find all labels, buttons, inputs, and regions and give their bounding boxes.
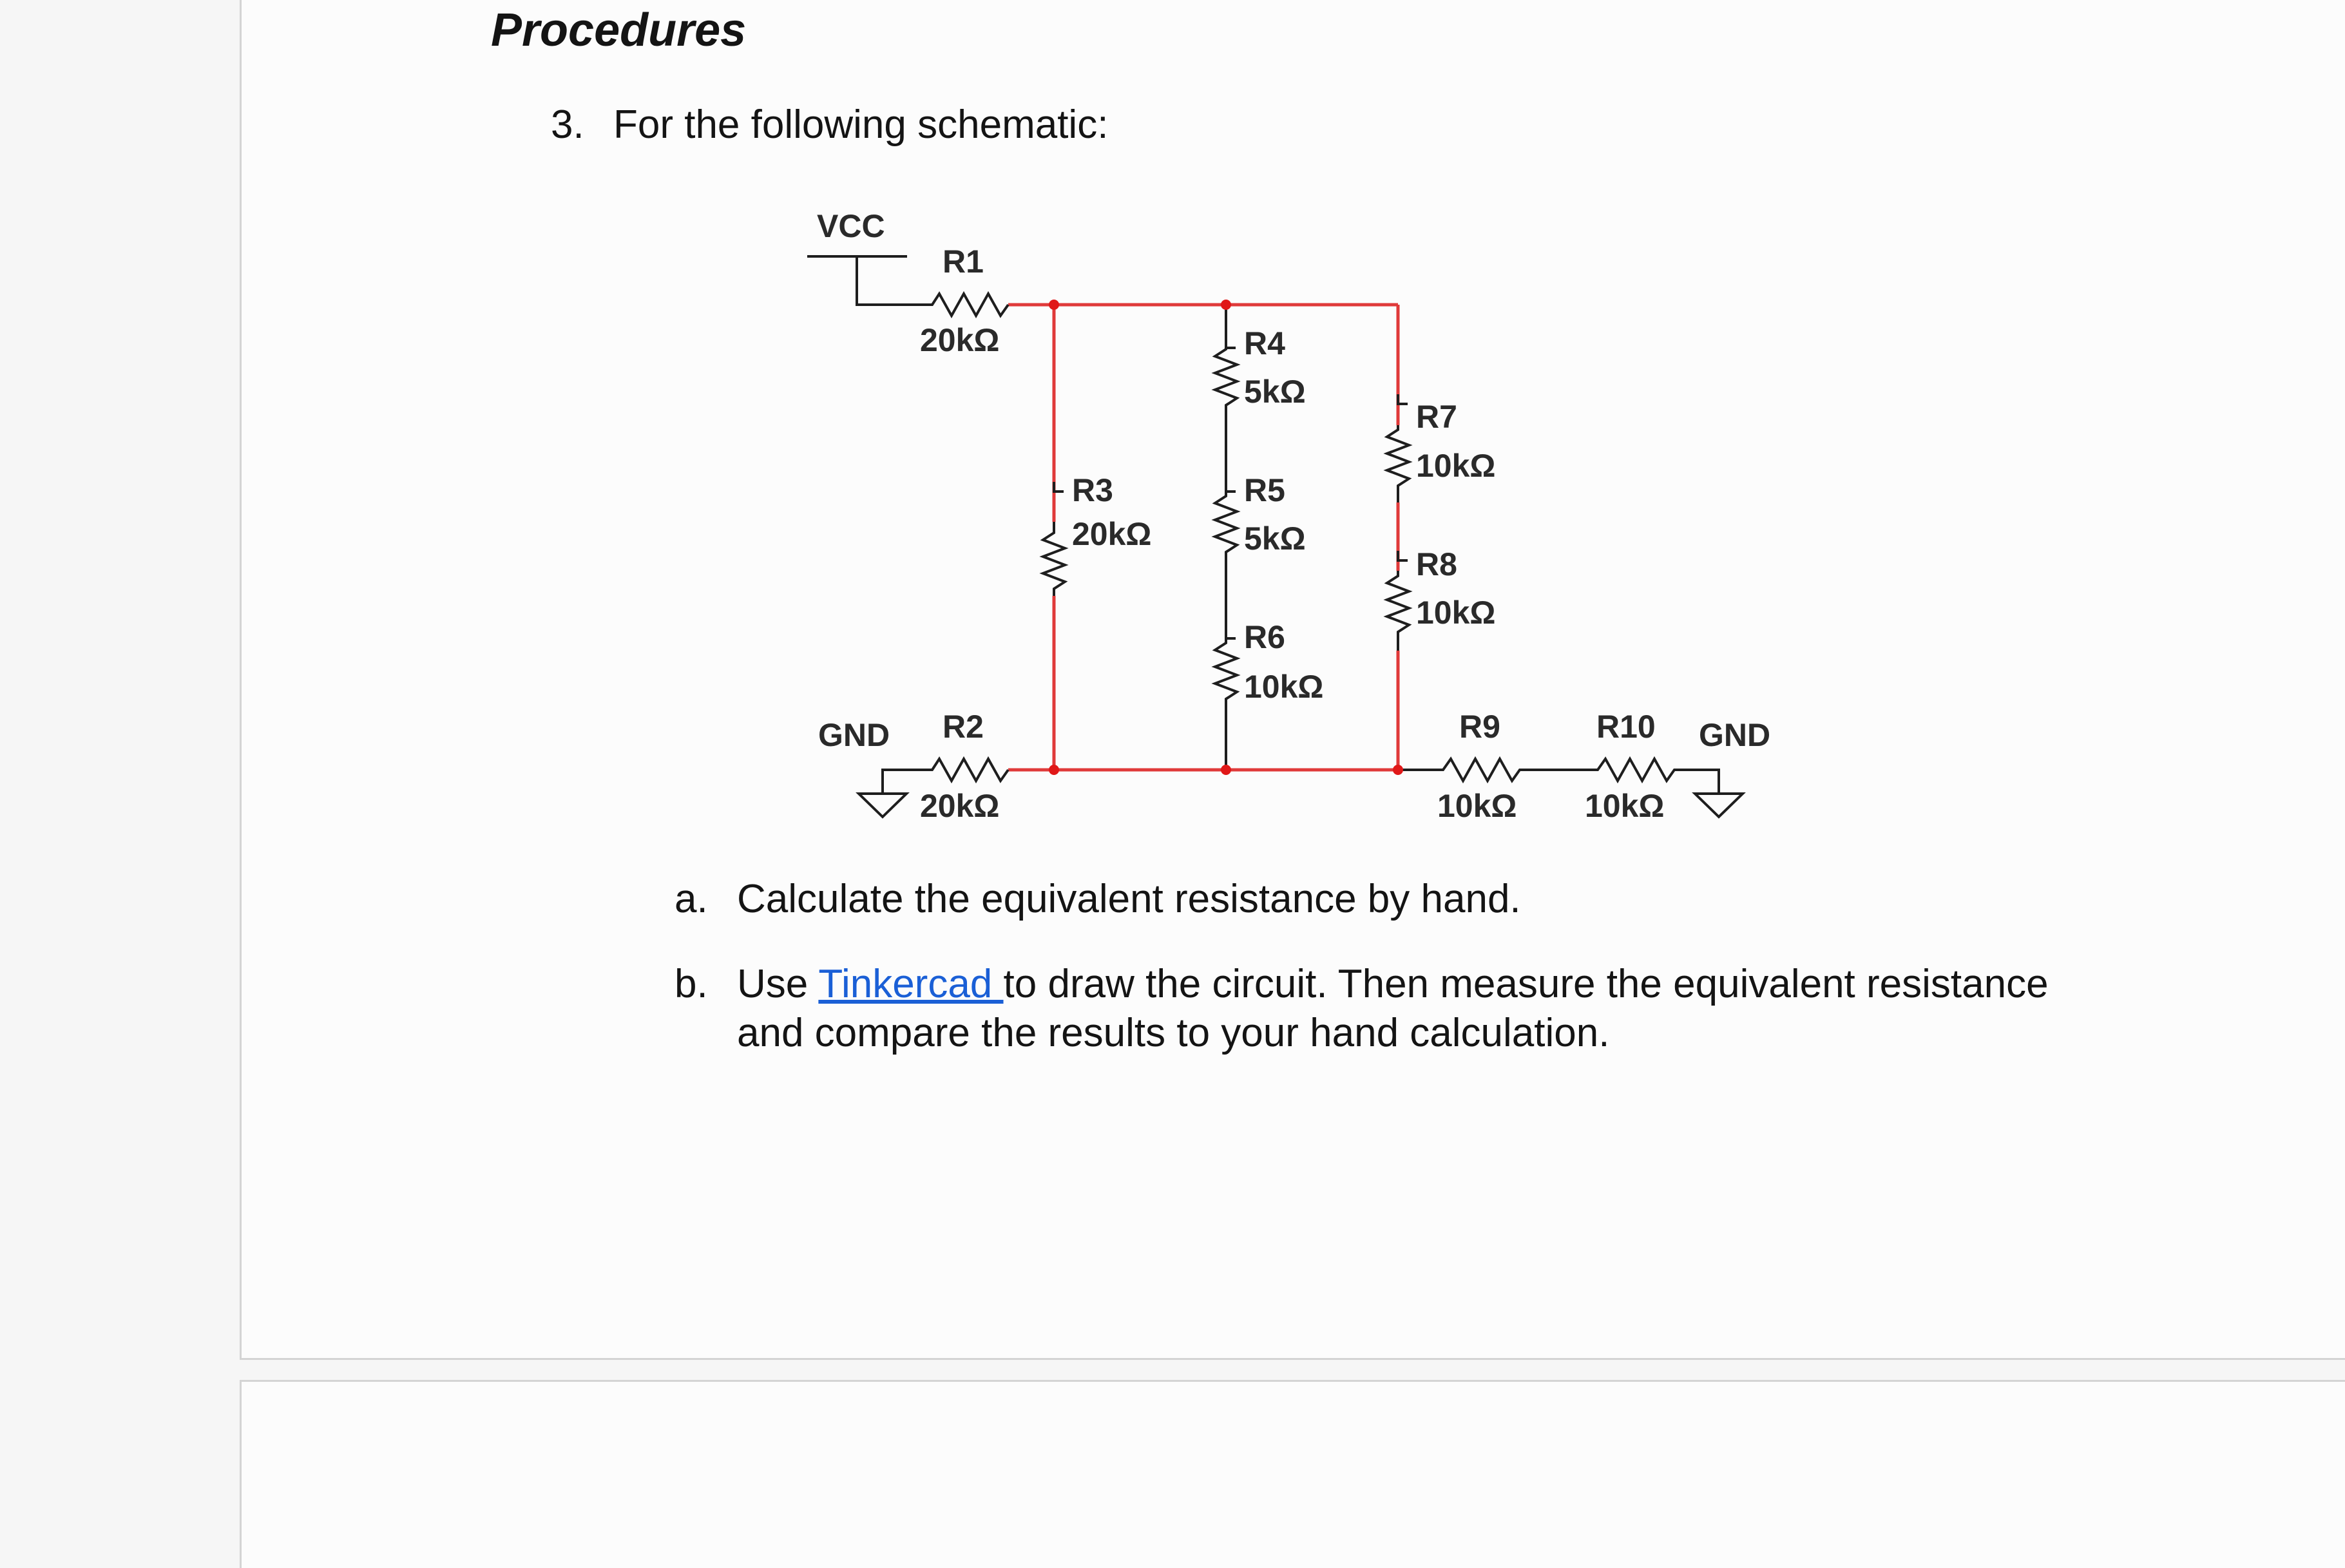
r3-value: 20kΩ [1072,516,1152,552]
node-bottom-right [1393,765,1403,775]
subitem-b-line1 [737,961,2049,1007]
red-wires [1008,305,1398,770]
r7-zigzag [1387,425,1409,502]
subitem-b-marker: b. [675,962,708,1006]
question-number: 3. [551,102,584,147]
r6-label: R6 [1244,619,1285,655]
r4-corner-tick [1226,338,1236,348]
r3-label: R3 [1072,472,1113,508]
subitem-b-suffix: to draw the circuit. Then measure the equivalent resistance [1003,962,2049,1006]
node-bottom-mid [1221,765,1231,775]
r9-label: R9 [1459,709,1500,745]
r6-value: 10kΩ [1244,669,1324,705]
subitem-b-prefix: Use [737,962,819,1006]
r8-value: 10kΩ [1416,595,1496,631]
vcc-label: VCC [817,208,885,244]
r1-label: R1 [943,244,984,280]
r1-zigzag [895,294,1008,316]
subitem-b-line2: and compare the results to your hand calculation. [737,1011,1610,1055]
gnd-right-label: GND [1699,717,1771,753]
ground-right-icon [1695,794,1743,817]
r5-value: 5kΩ [1244,521,1306,557]
r9-zigzag [1398,759,1591,781]
gnd-left-label: GND [818,717,890,753]
r8-label: R8 [1416,546,1457,582]
r9-value: 10kΩ [1437,788,1517,824]
section-heading: Procedures [491,5,747,56]
ground-left-icon [859,794,906,817]
r10-value: 10kΩ [1585,788,1665,824]
r6-corner-tick [1226,629,1236,638]
r4-value: 5kΩ [1244,374,1306,410]
r4-label: R4 [1244,325,1285,361]
r6-zigzag [1215,570,1237,770]
question-text: For the following schematic: [613,102,1109,147]
subitem-a-marker: a. [675,877,708,921]
r4-zigzag [1215,305,1237,423]
r5-corner-tick [1226,482,1236,492]
r2-label: R2 [943,709,984,745]
tinkercad-link[interactable]: Tinkercad [818,962,1004,1006]
r5-zigzag [1215,423,1237,570]
node-top-mid [1221,300,1231,310]
r8-zigzag [1387,571,1409,651]
vcc-lead [857,256,895,305]
r2-value: 20kΩ [920,788,1000,824]
node-top-left [1049,300,1059,310]
r1-value: 20kΩ [920,322,1000,358]
r5-label: R5 [1244,472,1285,508]
r7-label: R7 [1416,399,1457,435]
node-bottom-left [1049,765,1059,775]
r7-value: 10kΩ [1416,448,1496,484]
subitem-a-text: Calculate the equivalent resistance by hand. [737,877,1521,921]
r10-label: R10 [1596,709,1656,745]
r3-zigzag [1043,522,1065,596]
r10-zigzag [1591,759,1719,785]
